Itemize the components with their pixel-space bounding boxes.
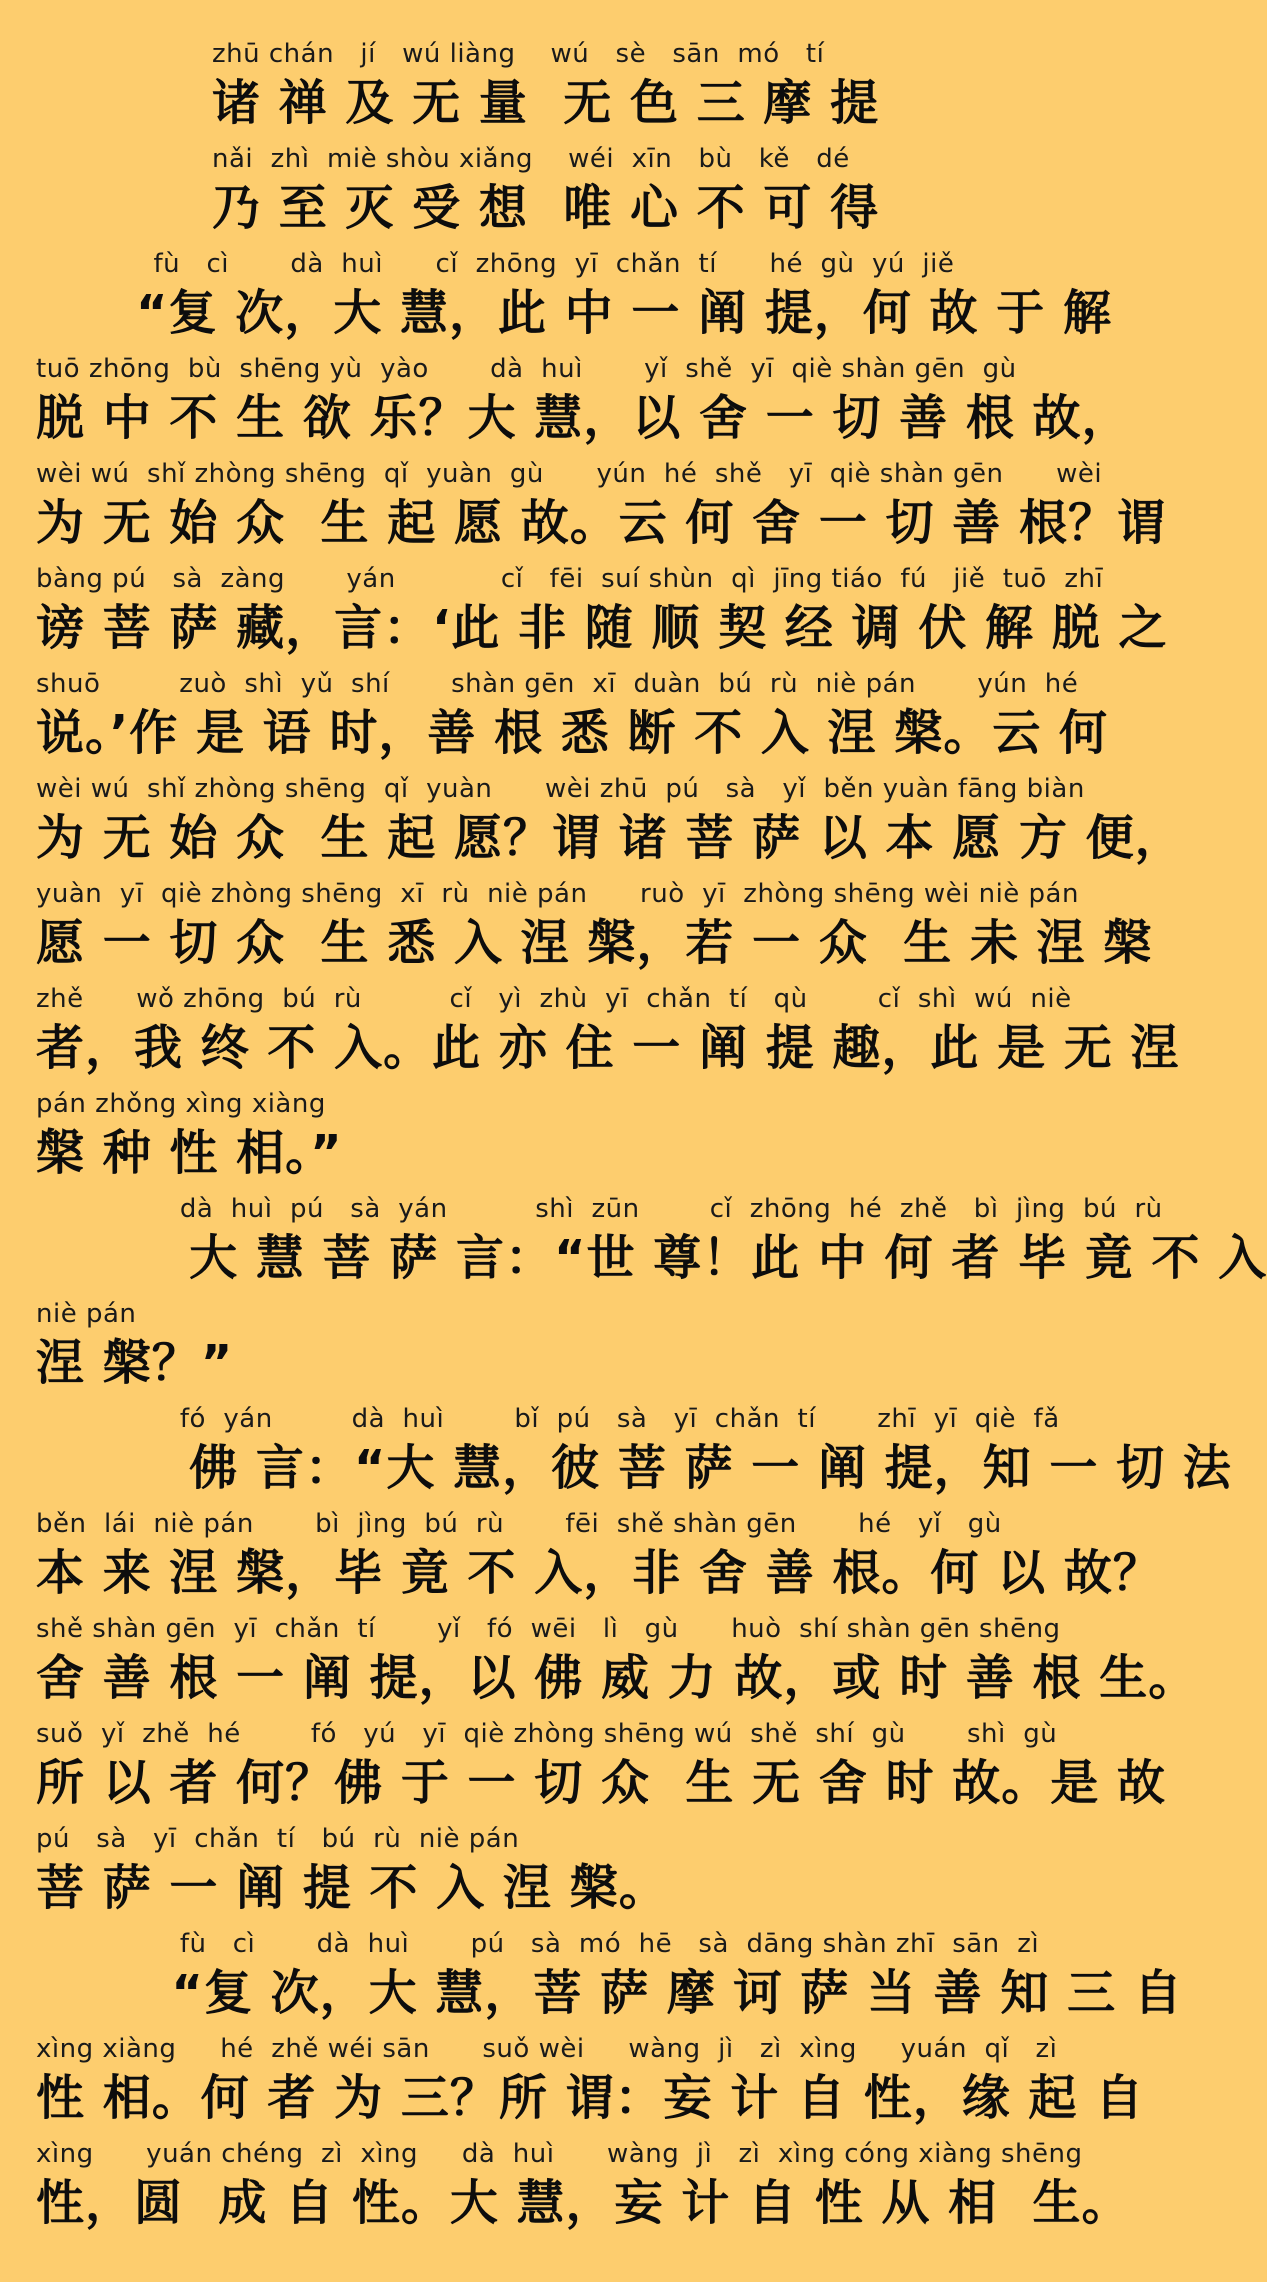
- text-line: [36, 1613, 1198, 1718]
- text-line: [36, 2138, 1131, 2243]
- pinyin-row: shuō zuò shì yǔ shí shàn gēn xī duàn bú rù niè pán yún hé: [36, 669, 1079, 699]
- pinyin-row: dà huì pú sà yán shì zūn cǐ zhōng hé zhě bì jìng bú rù: [136, 1194, 1163, 1224]
- pinyin-row: zhū chán jí wú liàng wú sè sān mó tí: [212, 39, 825, 69]
- pinyin-row: yuàn yī qiè zhòng shēng xī rù niè pán ruò yī zhòng shēng wèi niè pán: [36, 879, 1079, 909]
- hanzi-row: 谤 菩 萨 藏，言：‘此 非 随 顺 契 经 调 伏 解 脱 之: [36, 600, 1168, 656]
- pinyin-row: shě shàn gēn yī chǎn tí yǐ fó wēi lì gù huò shí shàn gēn shēng: [36, 1614, 1061, 1644]
- pinyin-row: niè pán: [36, 1299, 137, 1329]
- text-line: [36, 248, 1112, 353]
- hanzi-row: 为 无 始 众 生 起 愿？谓 诸 菩 萨 以 本 愿 方 便，: [36, 810, 1184, 866]
- text-line: [36, 1718, 1166, 1823]
- text-line: [36, 1928, 1183, 2033]
- text-line: [36, 2033, 1145, 2138]
- pinyin-row: pán zhǒng xìng xiàng: [36, 1089, 326, 1119]
- hanzi-row: “复 次，大 慧，此 中 一 阐 提，何 故 于 解: [136, 285, 1112, 341]
- verse-line: [36, 143, 1060, 248]
- hanzi-row: 诸 禅 及 无 量 无 色 三 摩 提: [212, 75, 880, 131]
- pinyin-row: wèi wú shǐ zhòng shēng qǐ yuàn gù yún hé shě yī qiè shàn gēn wèi: [36, 459, 1103, 489]
- text-line: [36, 1088, 1060, 1193]
- hanzi-row: 脱 中 不 生 欲 乐？大 慧，以 舍 一 切 善 根 故，: [36, 390, 1131, 446]
- text-line: [36, 1823, 1060, 1928]
- text-line: [36, 1403, 1232, 1508]
- text-line: [36, 1193, 1267, 1298]
- pinyin-row: xìng xiàng hé zhě wéi sān suǒ wèi wàng jì zì xìng yuán qǐ zì: [36, 2034, 1058, 2064]
- pinyin-row: fù cì dà huì cǐ zhōng yī chǎn tí hé gù yú jiě: [136, 249, 955, 279]
- text-line: [36, 878, 1153, 983]
- text-line: [36, 458, 1166, 563]
- pinyin-row: fù cì dà huì pú sà mó hē sà dāng shàn zhī sān zì: [136, 1929, 1040, 1959]
- hanzi-row: 本 来 涅 槃，毕 竟 不 入，非 舍 善 根。何 以 故？: [36, 1545, 1162, 1601]
- hanzi-row: 佛 言：“大 慧，彼 菩 萨 一 阐 提，知 一 切 法: [136, 1440, 1232, 1496]
- hanzi-row: 性，圆 成 自 性。大 慧，妄 计 自 性 从 相 生。: [36, 2175, 1131, 2231]
- hanzi-row: 菩 萨 一 阐 提 不 入 涅 槃。: [36, 1860, 668, 1916]
- pinyin-row: bàng pú sà zàng yán cǐ fēi suí shùn qì jīng tiáo fú jiě tuō zhī: [36, 564, 1104, 594]
- hanzi-row: 大 慧 菩 萨 言：“世 尊！此 中 何 者 毕 竟 不 入: [136, 1230, 1267, 1286]
- text-line: [36, 563, 1168, 668]
- text-line: [36, 1508, 1162, 1613]
- hanzi-row: 所 以 者 何？佛 于 一 切 众 生 无 舍 时 故。是 故: [36, 1755, 1166, 1811]
- pinyin-row: wèi wú shǐ zhòng shēng qǐ yuàn wèi zhū pú sà yǐ běn yuàn fāng biàn: [36, 774, 1085, 804]
- text-line: [36, 983, 1180, 1088]
- hanzi-row: “复 次，大 慧，菩 萨 摩 诃 萨 当 善 知 三 自: [136, 1965, 1183, 2021]
- pinyin-row: xìng yuán chéng zì xìng dà huì wàng jì zì xìng cóng xiàng shēng: [36, 2139, 1083, 2169]
- hanzi-row: 涅 槃？”: [36, 1335, 234, 1391]
- pinyin-row: běn lái niè pán bì jìng bú rù fēi shě shàn gēn hé yǐ gù: [36, 1509, 1002, 1539]
- pinyin-row: fó yán dà huì bǐ pú sà yī chǎn tí zhī yī qiè fǎ: [136, 1404, 1060, 1434]
- text-line: [36, 668, 1109, 773]
- hanzi-row: 者，我 终 不 入。此 亦 住 一 阐 提 趣，此 是 无 涅: [36, 1020, 1180, 1076]
- hanzi-row: 愿 一 切 众 生 悉 入 涅 槃，若 一 众 生 未 涅 槃: [36, 915, 1153, 971]
- hanzi-row: 舍 善 根 一 阐 提，以 佛 威 力 故，或 时 善 根 生。: [36, 1650, 1198, 1706]
- hanzi-row: 槃 种 性 相。”: [36, 1125, 343, 1181]
- hanzi-row: 为 无 始 众 生 起 愿 故。云 何 舍 一 切 善 根？谓: [36, 495, 1166, 551]
- hanzi-row: 乃 至 灭 受 想 唯 心 不 可 得: [212, 180, 880, 236]
- pinyin-row: suǒ yǐ zhě hé fó yú yī qiè zhòng shēng wú shě shí gù shì gù: [36, 1719, 1058, 1749]
- text-line: [36, 353, 1131, 458]
- pinyin-row: zhě wǒ zhōng bú rù cǐ yì zhù yī chǎn tí qù cǐ shì wú niè: [36, 984, 1072, 1014]
- hanzi-row: 说。’作 是 语 时，善 根 悉 断 不 入 涅 槃。云 何: [36, 705, 1109, 761]
- pinyin-row: nǎi zhì miè shòu xiǎng wéi xīn bù kě dé: [212, 144, 850, 174]
- hanzi-row: 性 相。何 者 为 三？所 谓：妄 计 自 性，缘 起 自: [36, 2070, 1145, 2126]
- text-line: [36, 1298, 1060, 1403]
- pinyin-row: pú sà yī chǎn tí bú rù niè pán: [36, 1824, 520, 1854]
- pinyin-row: tuō zhōng bù shēng yù yào dà huì yǐ shě yī qiè shàn gēn gù: [36, 354, 1017, 384]
- text-line: [36, 773, 1184, 878]
- verse-line: [36, 38, 1060, 143]
